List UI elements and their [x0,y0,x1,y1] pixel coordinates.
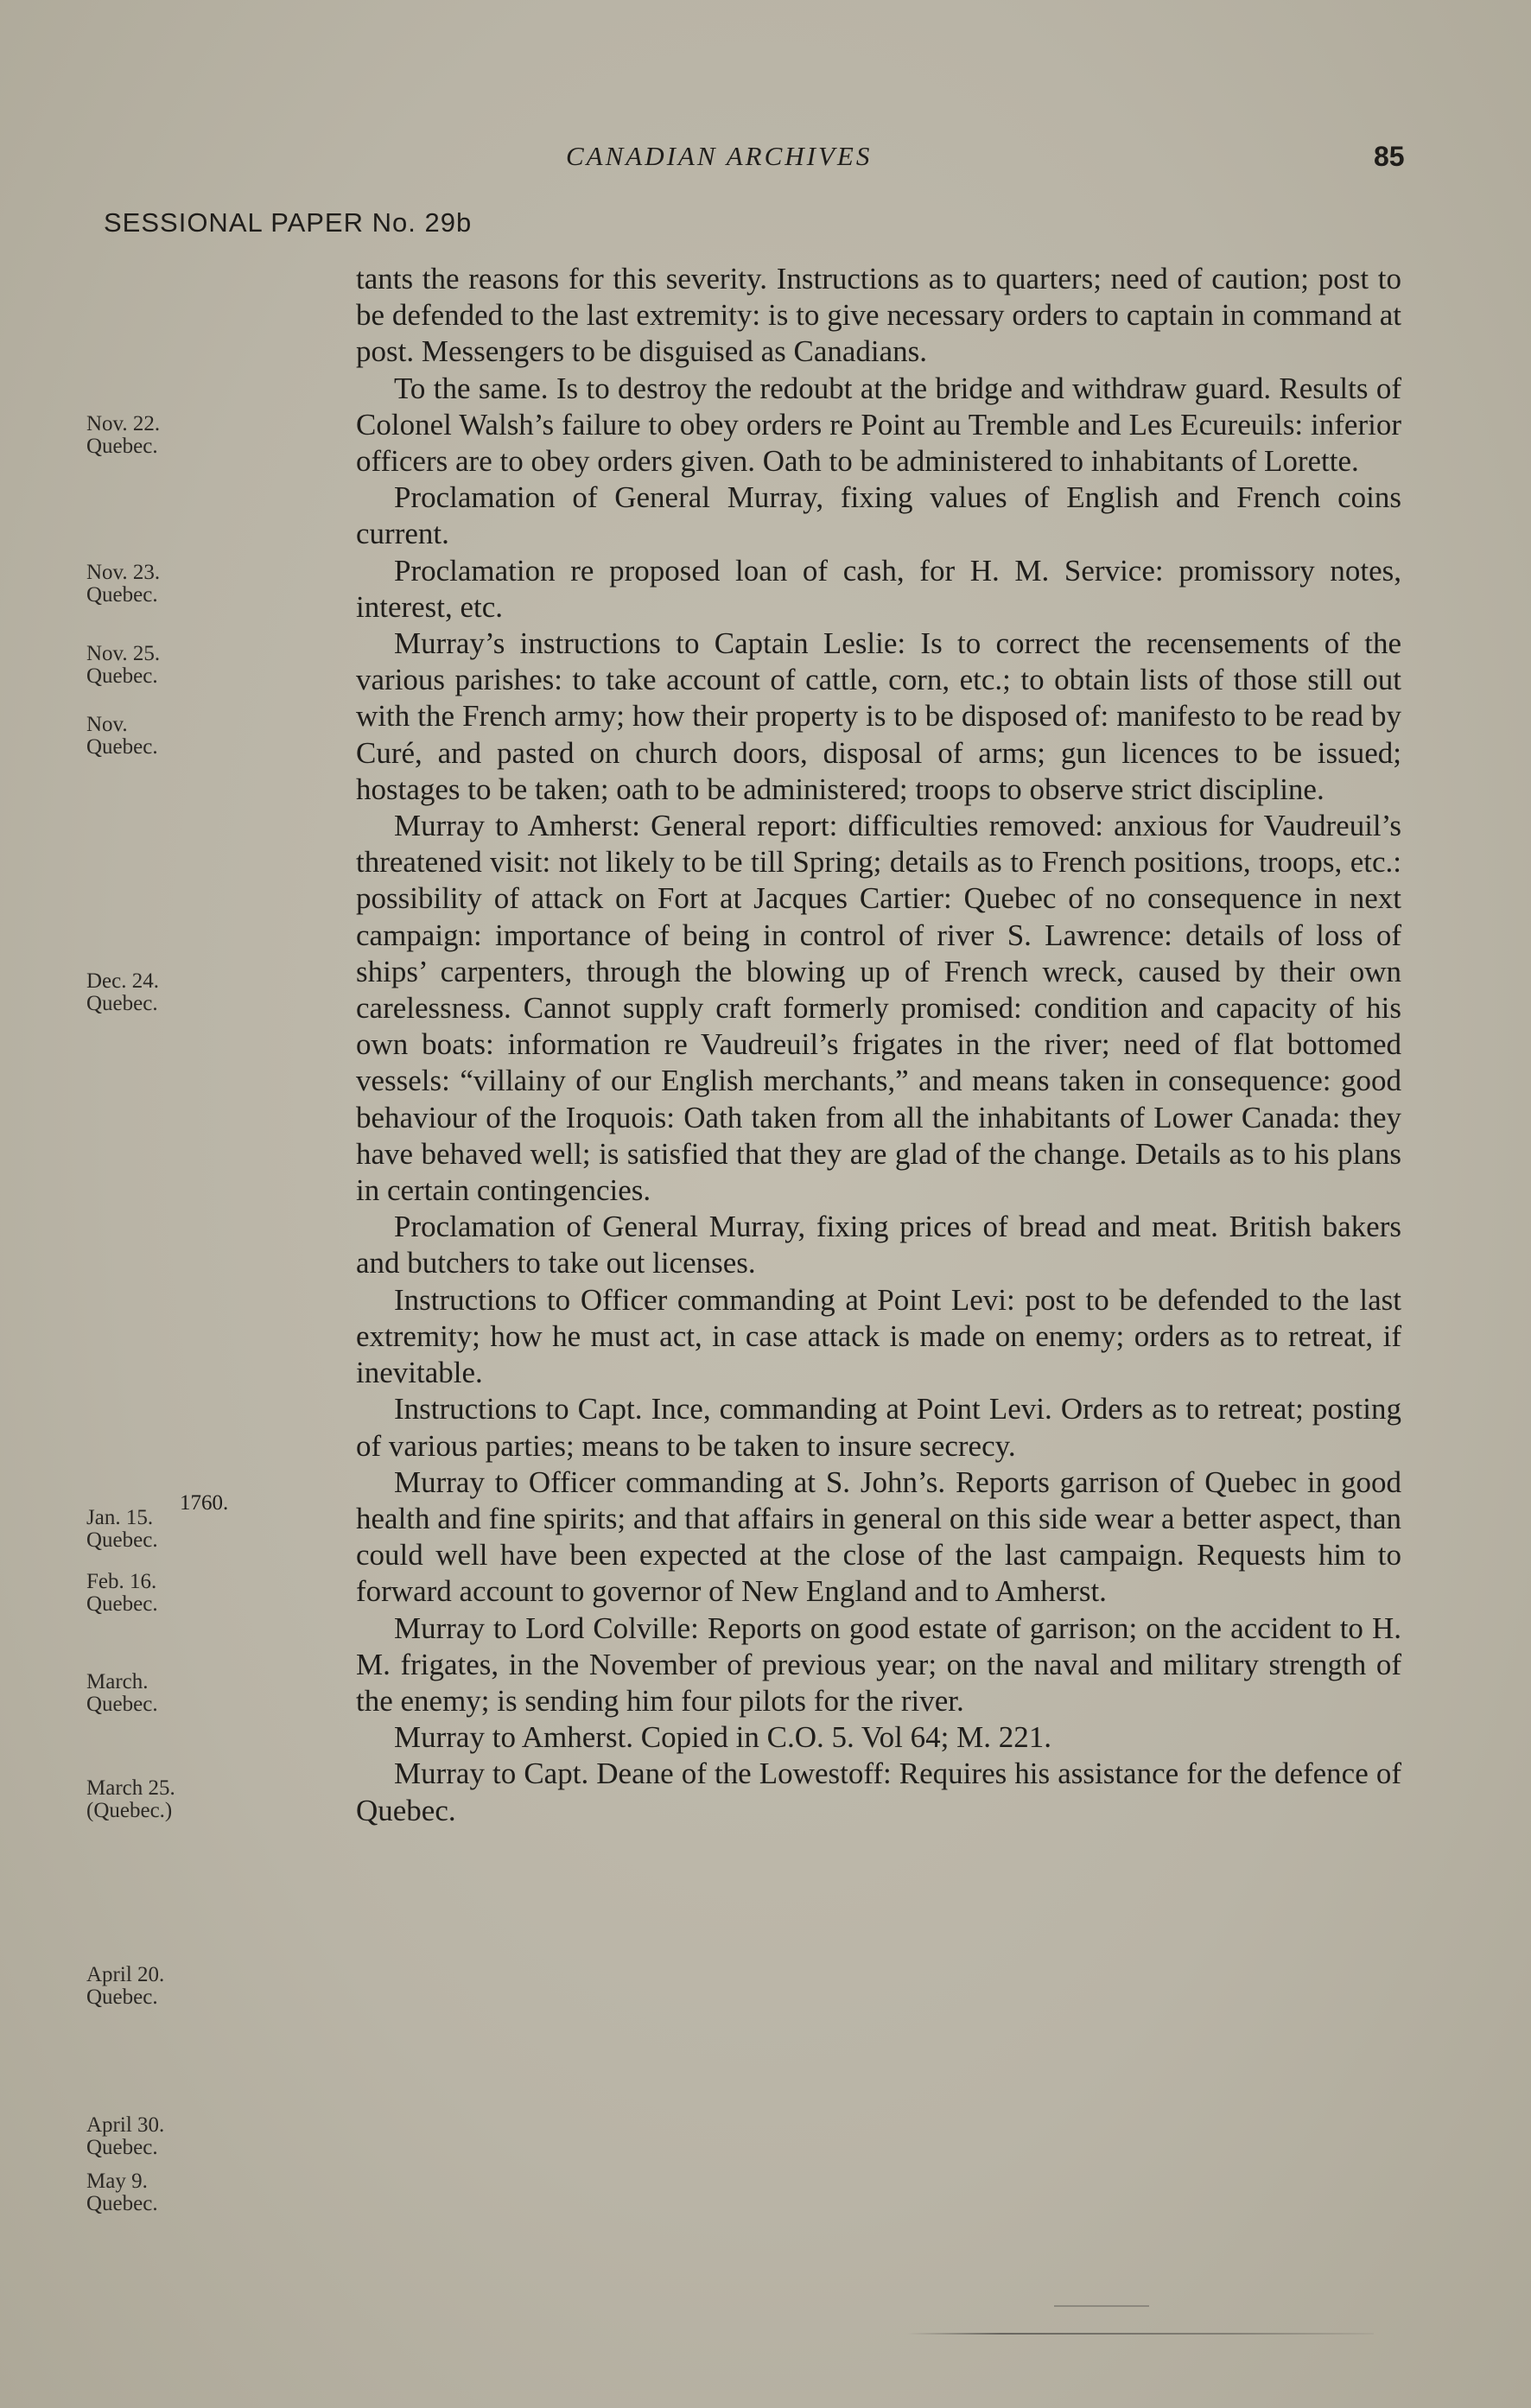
place-line: Quebec. [86,1985,158,2009]
margin-date [86,970,251,1015]
calendar-entry: To the same. Is to destroy the redoubt at the bridge and withdraw guard. Results of Colonel Walsh’s failure to obey orders re Point au Tremble and Les Ecureuils: inferior officers are to obey orders given. Oath to be administered to inhabitants of Lorette. [356,371,1401,479]
date-line: April 30. [86,2113,165,2137]
date-line: Dec. 24. [86,969,159,993]
calendar-entry: tants the reasons for this severity. Instructions as to quarters; need of caution; post to be defended to the last extremity: is to give necessary orders to captain in command at post. Messengers to be disguised as Canadians. [356,262,1401,369]
closing-rule [907,2333,1374,2335]
calendar-entry: Instructions to Officer commanding at Point Levi: post to be defended to the last extremity; how he must act, in case attack is made on enemy; orders as to retreat, if inevitable. [356,1282,1401,1390]
margin-date [86,1507,251,1552]
place-line: Quebec. [86,664,158,688]
date-line: March. [86,1670,149,1693]
year-label: 1760. [180,1491,229,1515]
margin-date [86,1571,251,1616]
date-line: March 25. [86,1776,175,1800]
calendar-entry: Murray to Capt. Deane of the Lowestoff: Requires his assistance for the defence of Quebec. [356,1757,1401,1827]
entries-column [356,261,1401,1829]
place-line: Quebec. [86,1528,158,1552]
date-line: Jan. 15. [86,1506,154,1529]
margin-date [86,2170,251,2215]
place-line: (Quebec.) [86,1799,173,1822]
margin-date [86,562,251,607]
closing-rule-short [1054,2305,1149,2307]
place-line: Quebec. [86,735,158,759]
place-line: Quebec. [86,1592,158,1616]
date-line: Nov. 23. [86,561,161,584]
margin-date [86,413,251,458]
margin-date [86,1777,251,1822]
page-number: 85 [1374,141,1405,172]
date-line: May 9. [86,2170,148,2193]
calendar-entry: Proclamation of General Murray, fixing values of English and French coins current. [356,480,1401,551]
place-line: Quebec. [86,435,158,458]
calendar-entry: Murray to Amherst: General report: difficulties removed: anxious for Vaudreuil’s threatened visit: not likely to be till Spring; details as to French positions, troops, etc.: possibility of attack on Fort at Jacques Cartier: Quebec of no consequence in next campaign: importance of being in control of river S. Lawrence: details of loss of ships’ carpenters, through the blowing up of French wreck, caused by their own carelessness. Cannot supply craft formerly promised: condition and capacity of his own boats: information re Vaudreuil’s frigates in the river; need of flat bottomed vessels: “villainy of our English merchants,” and means taken in consequence: good behaviour of the Iroquois: Oath taken from all the inhabitants of Lower Canada: they have behaved well; is satisfied that they are glad of the change. Details as to his plans in certain contingencies. [356,809,1401,1208]
margin-date [86,643,251,688]
place-line: Quebec. [86,583,158,607]
date-line: Nov. 25. [86,642,161,665]
calendar-entry: Instructions to Capt. Ince, commanding at Point Levi. Orders as to retreat; posting of various parties; means to be taken to insure secrecy. [356,1392,1401,1463]
date-line: Nov. 22. [86,412,161,435]
calendar-entry: Proclamation re proposed loan of cash, for H. M. Service: promissory notes, interest, etc. [356,553,1401,624]
calendar-entry: Murray to Amherst. Copied in C.O. 5. Vol 64; M. 221. [394,1720,1051,1755]
margin-date [86,1671,251,1716]
margin-date [86,2114,251,2159]
place-line: Quebec. [86,2192,158,2215]
sessional-paper-label: SESSIONAL PAPER No. 29b [104,207,473,238]
margin-date [86,1964,251,2009]
date-line: Nov. [86,713,128,736]
date-margin [86,0,251,2408]
calendar-entry: Murray to Officer commanding at S. John’s. Reports garrison of Quebec in good health and fine spirits; and that affairs in general on this side wear a better aspect, than could well have been expected at the close of the last campaign. Requests him to forward account to governor of New England and to Amherst. [356,1464,1401,1609]
calendar-entry: Murray’s instructions to Captain Leslie: Is to correct the recensements of the various parishes: to take account of cattle, corn, etc.; to obtain lists of those still out with the French army; how their property is to be disposed of: manifesto to be read by Curé, and pasted on church doors, disposal of arms; gun licences to be issued; hostages to be taken; oath to be administered; troops to observe strict discipline. [356,626,1401,806]
date-line: Feb. 16. [86,1570,157,1593]
calendar-entry: Murray to Lord Colville: Reports on good estate of garrison; on the accident to H. M. frigates, in the November of previous year; on the naval and military strength of the enemy; is sending him four pilots for the river. [356,1611,1401,1718]
place-line: Quebec. [86,2136,158,2159]
calendar-entry: Proclamation of General Murray, fixing prices of bread and meat. British bakers and butchers to take out licenses. [356,1210,1401,1280]
running-head: CANADIAN ARCHIVES [566,141,873,171]
margin-date [86,714,251,759]
place-line: Quebec. [86,1693,158,1716]
place-line: Quebec. [86,992,158,1015]
date-line: April 20. [86,1963,165,1986]
